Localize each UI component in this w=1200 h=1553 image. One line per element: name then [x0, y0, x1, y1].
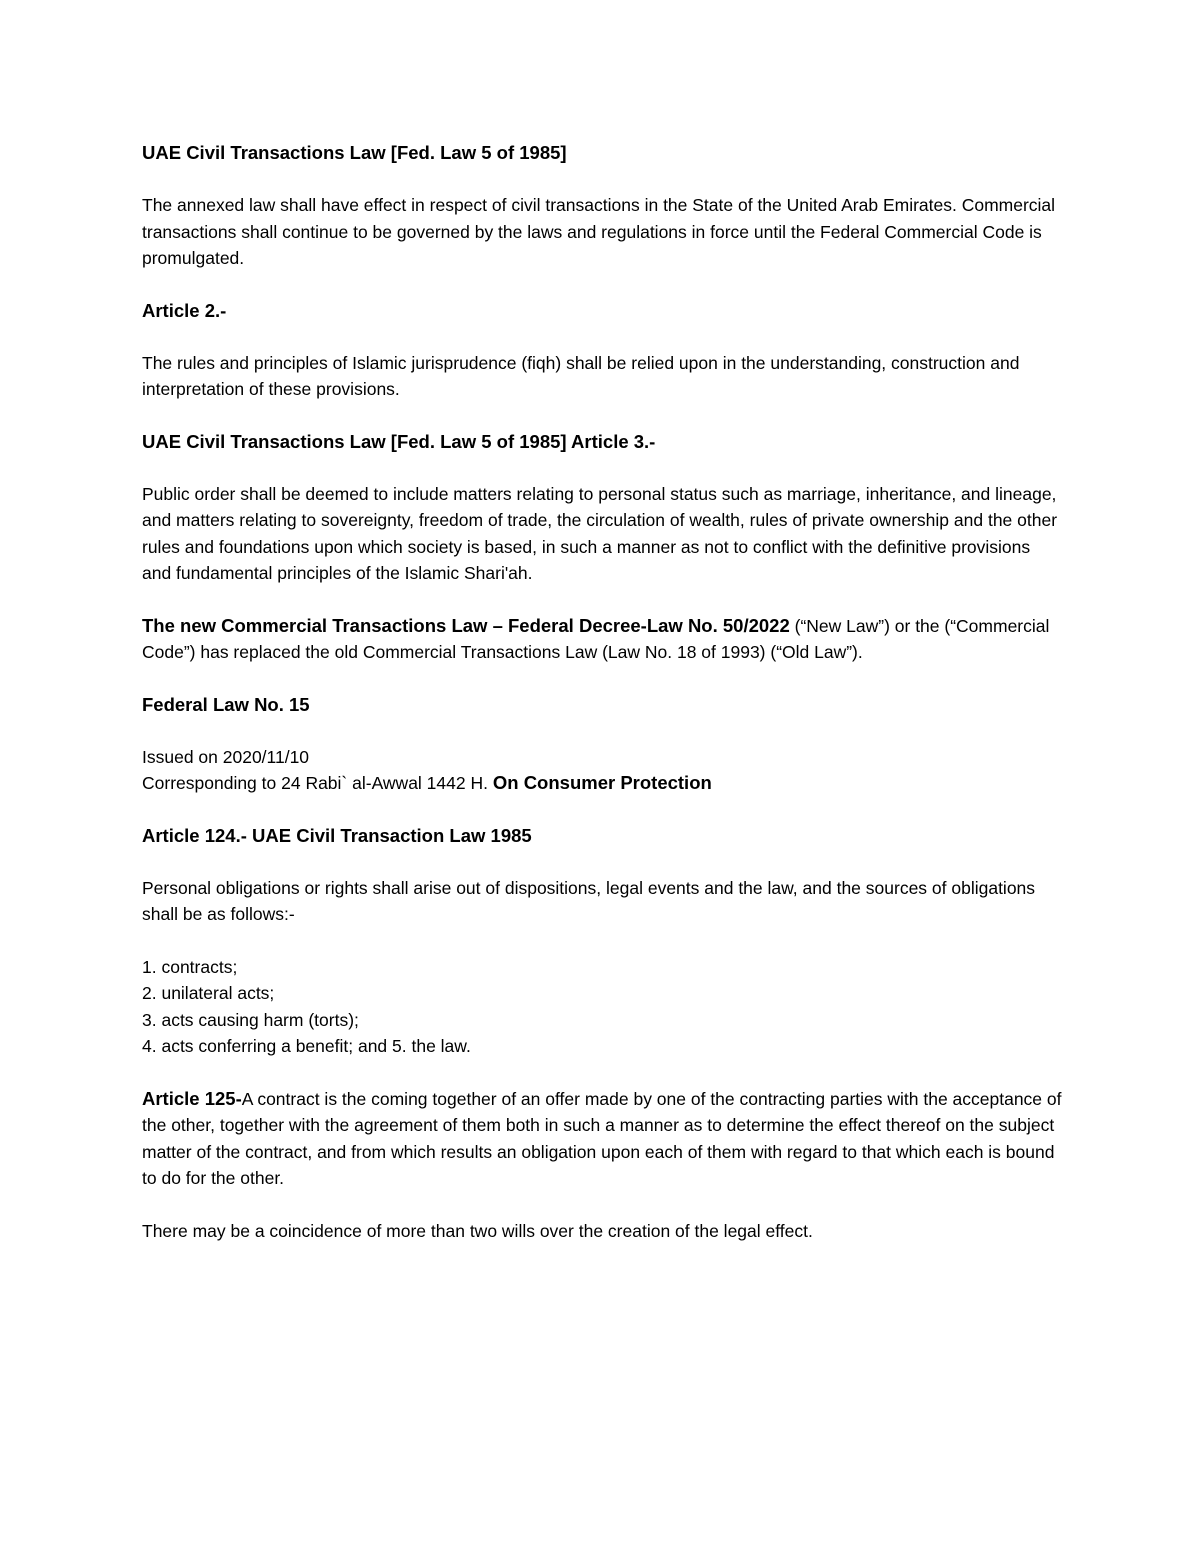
paragraph-commercial-transactions-law: [142, 613, 1062, 666]
paragraph-article-125: [142, 1086, 1062, 1192]
document-body: [142, 140, 1062, 1270]
article-125-label: Article 125-: [142, 1087, 242, 1109]
issued-date: Issued on 2020/11/10: [142, 746, 310, 767]
consumer-protection-title: On Consumer Protection: [492, 772, 712, 793]
heading-article-3: UAE Civil Transactions Law [Fed. Law 5 of 1985] Article 3.-: [142, 430, 656, 452]
obligation-sources-list: [142, 954, 1062, 1060]
commercial-law-title: The new Commercial Transactions Law – Federal Decree-Law No. 50/2022: [142, 614, 790, 636]
list-item: 3. acts causing harm (torts);: [142, 1009, 359, 1030]
paragraph-annexed-law: The annexed law shall have effect in respect of civil transactions in the State of the United Arab Emirates. Commercial transactions shall continue to be governed by the laws and regulations in force until the Federal Commercial Code is promulgated.: [142, 195, 1056, 268]
commercial-law-text: (“New Law”) or the (“Commercial Code”) has replaced the old Commercial Transactions Law (Law No. 18 of 1993) (“Old Law”).: [142, 615, 1050, 662]
list-item: 1. contracts;: [142, 956, 238, 977]
paragraph-article-124: Personal obligations or rights shall arise out of dispositions, legal events and the law, and the sources of obligations shall be as follows:-: [142, 877, 1036, 924]
heading-civil-transactions-law: UAE Civil Transactions Law [Fed. Law 5 of 1985]: [142, 142, 567, 163]
corresponding-date: Corresponding to 24 Rabi` al-Awwal 1442 H.: [142, 773, 488, 793]
heading-federal-law-15: Federal Law No. 15: [142, 693, 310, 715]
heading-article-2: Article 2.-: [142, 299, 227, 321]
paragraph-issued-on: [142, 744, 1062, 797]
list-item: 4. acts conferring a benefit; and 5. the law.: [142, 1036, 471, 1056]
heading-article-124: Article 124.- UAE Civil Transaction Law 1985: [142, 824, 532, 846]
list-item: 2. unilateral acts;: [142, 983, 275, 1003]
article-125-text: A contract is the coming together of an offer made by one of the contracting parties with the acceptance of the other, together with the agreement of them both in such a manner as to determine the effect thereof on the subject matter of the contract, and from which results an obligation upon each of them with regard to that which each is bound to do for the other.: [142, 1088, 1062, 1188]
paragraph-article-2: The rules and principles of Islamic jurisprudence (fiqh) shall be relied upon in the understanding, construction and interpretation of these provisions.: [142, 352, 1020, 399]
paragraph-article-3: Public order shall be deemed to include matters relating to personal status such as marriage, inheritance, and lineage, and matters relating to sovereignty, freedom of trade, the circulation of wealth, rules of private ownership and the other rules and foundations upon which society is based, in such a manner as not to conflict with the definitive provisions and fundamental principles of the Islamic Shari'ah.: [142, 483, 1058, 583]
paragraph-coincidence-of-wills: There may be a coincidence of more than two wills over the creation of the legal effect.: [142, 1220, 813, 1241]
